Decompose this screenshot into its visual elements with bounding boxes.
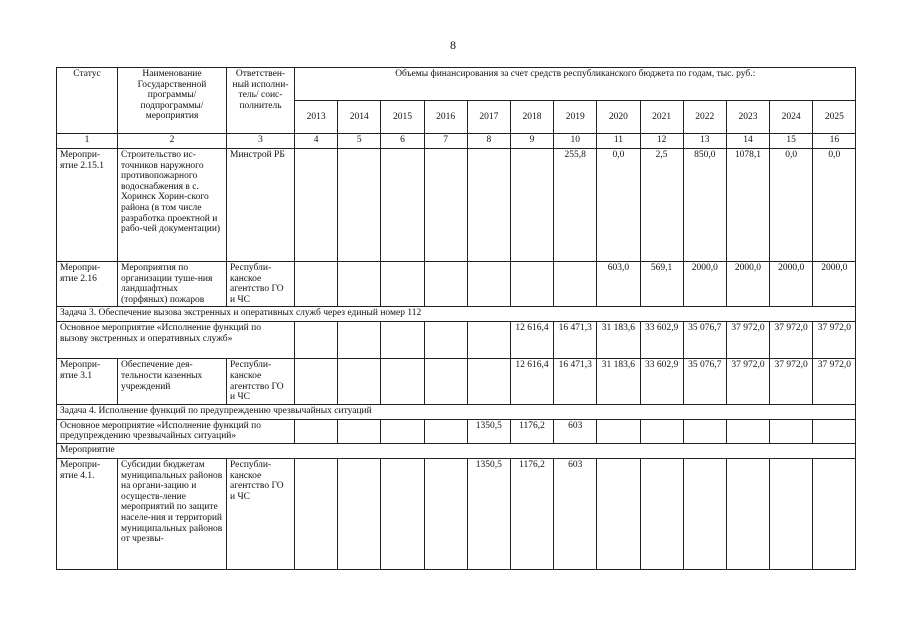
value-cell bbox=[381, 419, 424, 443]
value-cell bbox=[295, 262, 338, 307]
column-number-cell: 4 bbox=[295, 134, 338, 149]
value-cell bbox=[338, 262, 381, 307]
header-funding: Объемы финансирования за счет средств республиканского бюджета по годам, тыс. руб.: bbox=[295, 68, 856, 101]
column-number-cell: 6 bbox=[381, 134, 424, 149]
status-cell: Меропри-ятие 3.1 bbox=[57, 359, 118, 404]
section-label: Мероприятие bbox=[57, 443, 856, 458]
task-heading: Задача 3. Обеспечение вызова экстренных и оперативных служб через единый номер 112 bbox=[57, 307, 856, 322]
table-row bbox=[57, 149, 856, 262]
value-cell: 37 972,0 bbox=[813, 322, 856, 359]
column-number-cell: 13 bbox=[683, 134, 726, 149]
value-cell: 33 602,9 bbox=[640, 359, 683, 404]
value-cell: 37 972,0 bbox=[726, 322, 769, 359]
value-cell bbox=[683, 419, 726, 443]
year-header-cell: 2018 bbox=[510, 101, 553, 134]
value-cell: 31 183,6 bbox=[597, 322, 640, 359]
value-cell bbox=[295, 149, 338, 262]
value-cell: 1350,5 bbox=[467, 419, 510, 443]
column-number-cell: 5 bbox=[338, 134, 381, 149]
value-cell: 37 972,0 bbox=[813, 359, 856, 404]
name-cell: Мероприятия по организации туше-ния ландшафтных (торфяных) пожаров bbox=[118, 262, 227, 307]
value-cell: 35 076,7 bbox=[683, 359, 726, 404]
value-cell: 37 972,0 bbox=[770, 322, 813, 359]
value-cell: 2,5 bbox=[640, 149, 683, 262]
value-cell: 1078,1 bbox=[726, 149, 769, 262]
value-cell: 12 616,4 bbox=[510, 359, 553, 404]
section-row bbox=[57, 307, 856, 322]
value-cell: 0,0 bbox=[813, 149, 856, 262]
value-cell: 603,0 bbox=[597, 262, 640, 307]
value-cell bbox=[381, 149, 424, 262]
value-cell bbox=[510, 149, 553, 262]
value-cell bbox=[813, 458, 856, 569]
name-cell: Основное мероприятие «Исполнение функций по предупреждению чрезвычайных ситуаций» bbox=[57, 419, 295, 443]
column-number-cell: 8 bbox=[467, 134, 510, 149]
value-cell bbox=[338, 359, 381, 404]
value-cell: 37 972,0 bbox=[770, 359, 813, 404]
value-cell: 603 bbox=[554, 419, 597, 443]
column-number-cell: 9 bbox=[510, 134, 553, 149]
year-header-cell: 2017 bbox=[467, 101, 510, 134]
year-header-cell: 2015 bbox=[381, 101, 424, 134]
value-cell bbox=[554, 262, 597, 307]
value-cell bbox=[381, 359, 424, 404]
value-cell bbox=[338, 149, 381, 262]
year-header-cell: 2016 bbox=[424, 101, 467, 134]
value-cell bbox=[640, 458, 683, 569]
value-cell bbox=[381, 458, 424, 569]
column-number-cell: 10 bbox=[554, 134, 597, 149]
value-cell bbox=[770, 419, 813, 443]
value-cell: 0,0 bbox=[770, 149, 813, 262]
value-cell: 2000,0 bbox=[726, 262, 769, 307]
name-cell: Основное мероприятие «Исполнение функций по вызову экстренных и оперативных служб» bbox=[57, 322, 295, 359]
status-cell: Меропри-ятие 2.16 bbox=[57, 262, 118, 307]
value-cell bbox=[338, 458, 381, 569]
value-cell bbox=[295, 458, 338, 569]
value-cell bbox=[295, 322, 338, 359]
year-header-cell: 2020 bbox=[597, 101, 640, 134]
value-cell: 1350,5 bbox=[467, 458, 510, 569]
responsible-cell: Республи-канское агентство ГО и ЧС bbox=[227, 359, 295, 404]
section-row bbox=[57, 443, 856, 458]
value-cell bbox=[338, 322, 381, 359]
year-header-cell: 2014 bbox=[338, 101, 381, 134]
name-cell: Строительство ис-точников наружного противопожарного водоснабжения в с. Хоринск Хорин-ского района (в том числе разработка проектной и рабо-чей документации) bbox=[118, 149, 227, 262]
value-cell bbox=[424, 458, 467, 569]
year-header-cell: 2013 bbox=[295, 101, 338, 134]
value-cell: 16 471,3 bbox=[554, 359, 597, 404]
value-cell bbox=[467, 359, 510, 404]
header-status: Статус bbox=[57, 68, 118, 134]
task-heading: Задача 4. Исполнение функций по предупреждению чрезвычайных ситуаций bbox=[57, 404, 856, 419]
name-cell: Обеспечение дея-тельности казенных учреждений bbox=[118, 359, 227, 404]
value-cell bbox=[467, 149, 510, 262]
responsible-cell: Республи-канское агентство ГО и ЧС bbox=[227, 458, 295, 569]
value-cell bbox=[640, 419, 683, 443]
table-row bbox=[57, 419, 856, 443]
value-cell bbox=[813, 419, 856, 443]
year-header-cell: 2024 bbox=[770, 101, 813, 134]
value-cell bbox=[424, 322, 467, 359]
value-cell bbox=[424, 419, 467, 443]
value-cell bbox=[770, 458, 813, 569]
value-cell: 255,8 bbox=[554, 149, 597, 262]
year-header-cell: 2025 bbox=[813, 101, 856, 134]
column-number-row bbox=[57, 134, 856, 149]
header-responsible: Ответствен-ный исполни-тель/ соис-полнитель bbox=[227, 68, 295, 134]
value-cell bbox=[467, 322, 510, 359]
column-number-cell: 11 bbox=[597, 134, 640, 149]
value-cell bbox=[683, 458, 726, 569]
responsible-cell: Минстрой РБ bbox=[227, 149, 295, 262]
value-cell: 33 602,9 bbox=[640, 322, 683, 359]
table-row bbox=[57, 359, 856, 404]
value-cell bbox=[726, 419, 769, 443]
value-cell: 12 616,4 bbox=[510, 322, 553, 359]
value-cell bbox=[597, 419, 640, 443]
value-cell: 37 972,0 bbox=[726, 359, 769, 404]
status-cell: Меропри-ятие 4.1. bbox=[57, 458, 118, 569]
column-number-cell: 15 bbox=[770, 134, 813, 149]
header-name: Наименование Государственной программы/ подпрограммы/ мероприятия bbox=[118, 68, 227, 134]
value-cell: 603 bbox=[554, 458, 597, 569]
value-cell bbox=[338, 419, 381, 443]
name-cell: Субсидии бюджетам муниципальных районов на органи-зацию и осуществ-ление мероприятий по защите населе-ния и территорий муниципальных районов от чрезвы- bbox=[118, 458, 227, 569]
value-cell bbox=[295, 359, 338, 404]
value-cell: 31 183,6 bbox=[597, 359, 640, 404]
value-cell bbox=[424, 149, 467, 262]
status-cell: Меропри-ятие 2.15.1 bbox=[57, 149, 118, 262]
column-number-cell: 7 bbox=[424, 134, 467, 149]
table-row bbox=[57, 458, 856, 569]
value-cell bbox=[510, 262, 553, 307]
value-cell bbox=[381, 322, 424, 359]
value-cell bbox=[726, 458, 769, 569]
value-cell: 569,1 bbox=[640, 262, 683, 307]
value-cell: 2000,0 bbox=[770, 262, 813, 307]
value-cell: 850,0 bbox=[683, 149, 726, 262]
value-cell bbox=[295, 419, 338, 443]
value-cell bbox=[424, 262, 467, 307]
value-cell bbox=[597, 458, 640, 569]
value-cell: 35 076,7 bbox=[683, 322, 726, 359]
column-number-cell: 16 bbox=[813, 134, 856, 149]
page-number: 8 bbox=[450, 38, 456, 52]
value-cell: 16 471,3 bbox=[554, 322, 597, 359]
column-number-cell: 12 bbox=[640, 134, 683, 149]
responsible-cell: Республи-канское агентство ГО и ЧС bbox=[227, 262, 295, 307]
year-header-cell: 2021 bbox=[640, 101, 683, 134]
year-header-cell: 2023 bbox=[726, 101, 769, 134]
year-header-cell: 2019 bbox=[554, 101, 597, 134]
table-row bbox=[57, 322, 856, 359]
column-number-cell: 3 bbox=[227, 134, 295, 149]
column-number-cell: 2 bbox=[118, 134, 227, 149]
value-cell: 1176,2 bbox=[510, 458, 553, 569]
value-cell: 2000,0 bbox=[813, 262, 856, 307]
section-row bbox=[57, 404, 856, 419]
table-row bbox=[57, 262, 856, 307]
value-cell bbox=[467, 262, 510, 307]
year-header-cell: 2022 bbox=[683, 101, 726, 134]
column-number-cell: 14 bbox=[726, 134, 769, 149]
budget-table bbox=[56, 67, 856, 570]
value-cell: 2000,0 bbox=[683, 262, 726, 307]
value-cell bbox=[424, 359, 467, 404]
value-cell bbox=[381, 262, 424, 307]
value-cell: 0,0 bbox=[597, 149, 640, 262]
value-cell: 1176,2 bbox=[510, 419, 553, 443]
header-row bbox=[57, 68, 856, 101]
column-number-cell: 1 bbox=[57, 134, 118, 149]
